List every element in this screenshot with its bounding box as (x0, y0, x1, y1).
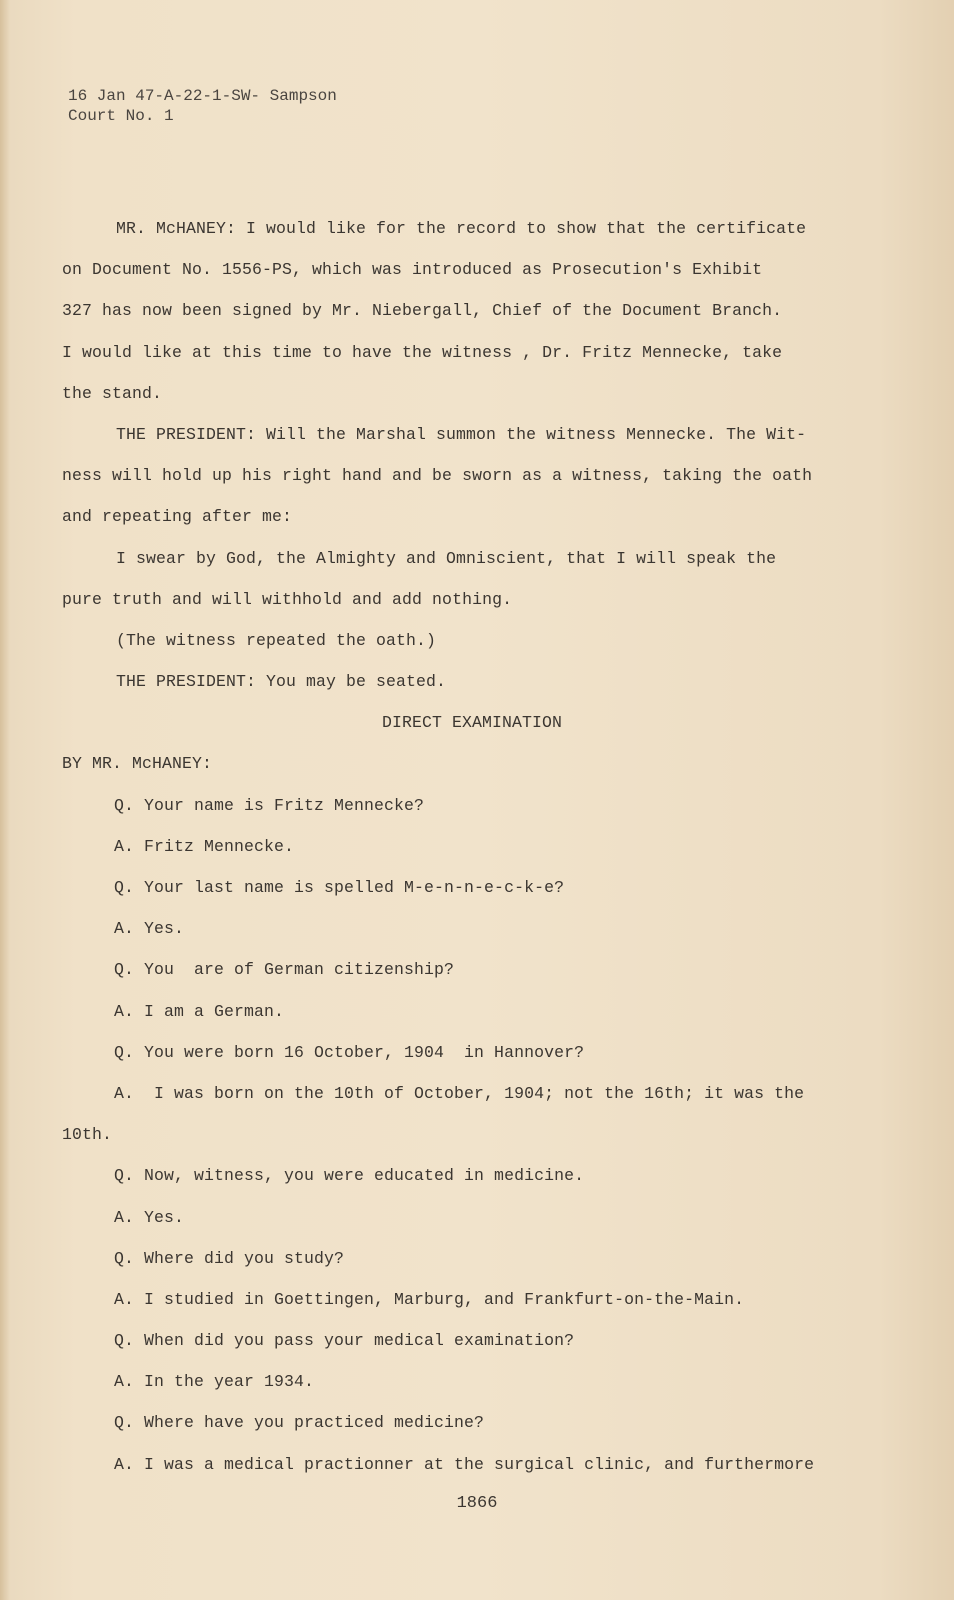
transcript-line: THE PRESIDENT: You may be seated. (116, 672, 447, 692)
transcript-line: THE PRESIDENT: Will the Marshal summon the witness Mennecke. The Wit- (116, 424, 807, 444)
question-line: Q. Where have you practiced medicine? (114, 1413, 485, 1433)
document-header (68, 86, 337, 126)
examiner-line: BY MR. McHANEY: (62, 754, 213, 774)
transcript-line: MR. McHANEY: I would like for the record to show that the certificate (116, 219, 807, 238)
answer-line: A. I was born on the 10th of October, 1904; not the 16th; it was the (114, 1083, 805, 1103)
transcript-line: and repeating after me: (62, 507, 293, 527)
answer-line: A. Fritz Mennecke. (114, 836, 295, 856)
answer-line: A. I am a German. (114, 1001, 285, 1021)
transcript-line: the stand. (62, 383, 163, 403)
transcript-line: I would like at this time to have the witness , Dr. Fritz Mennecke, take (62, 342, 783, 362)
transcript-line: I swear by God, the Almighty and Omniscient, that I will speak the (116, 548, 777, 568)
paper-edge (0, 0, 10, 1600)
answer-line: A. Yes. (114, 919, 185, 939)
header-court-line: Court No. 1 (68, 107, 174, 125)
transcript-line: on Document No. 1556-PS, which was introduced as Prosecution's Exhibit (62, 260, 763, 280)
question-line: Q. You were born 16 October, 1904 in Hannover? (114, 1042, 585, 1062)
answer-line: A. I was a medical practionner at the surgical clinic, and furthermore (114, 1454, 815, 1474)
question-line: Q. Where did you study? (114, 1248, 345, 1268)
question-line: Q. Now, witness, you were educated in medicine. (114, 1166, 585, 1186)
question-line: Q. You are of German citizenship? (114, 960, 455, 980)
answer-line: A. In the year 1934. (114, 1372, 315, 1392)
transcript-line: pure truth and will withhold and add nothing. (62, 589, 513, 609)
page-number: 1866 (456, 1494, 498, 1513)
answer-line: A. I studied in Goettingen, Marburg, and Frankfurt-on-the-Main. (114, 1289, 745, 1309)
transcript-line: (The witness repeated the oath.) (116, 630, 437, 650)
answer-line: A. Yes. (114, 1207, 185, 1227)
transcript-line: 327 has now been signed by Mr. Niebergall, Chief of the Document Branch. (62, 301, 783, 321)
header-reference-line: 16 Jan 47-A-22-1-SW- Sampson (68, 87, 337, 105)
answer-continuation-line: 10th. (62, 1125, 113, 1145)
section-heading: DIRECT EXAMINATION (381, 713, 563, 733)
question-line: Q. Your last name is spelled M-e-n-n-e-c-k-e? (114, 878, 565, 897)
transcript-body (62, 208, 842, 1485)
question-line: Q. Your name is Fritz Mennecke? (114, 795, 425, 815)
transcript-line: ness will hold up his right hand and be sworn as a witness, taking the oath (62, 466, 813, 486)
question-line: Q. When did you pass your medical examination? (114, 1331, 575, 1351)
